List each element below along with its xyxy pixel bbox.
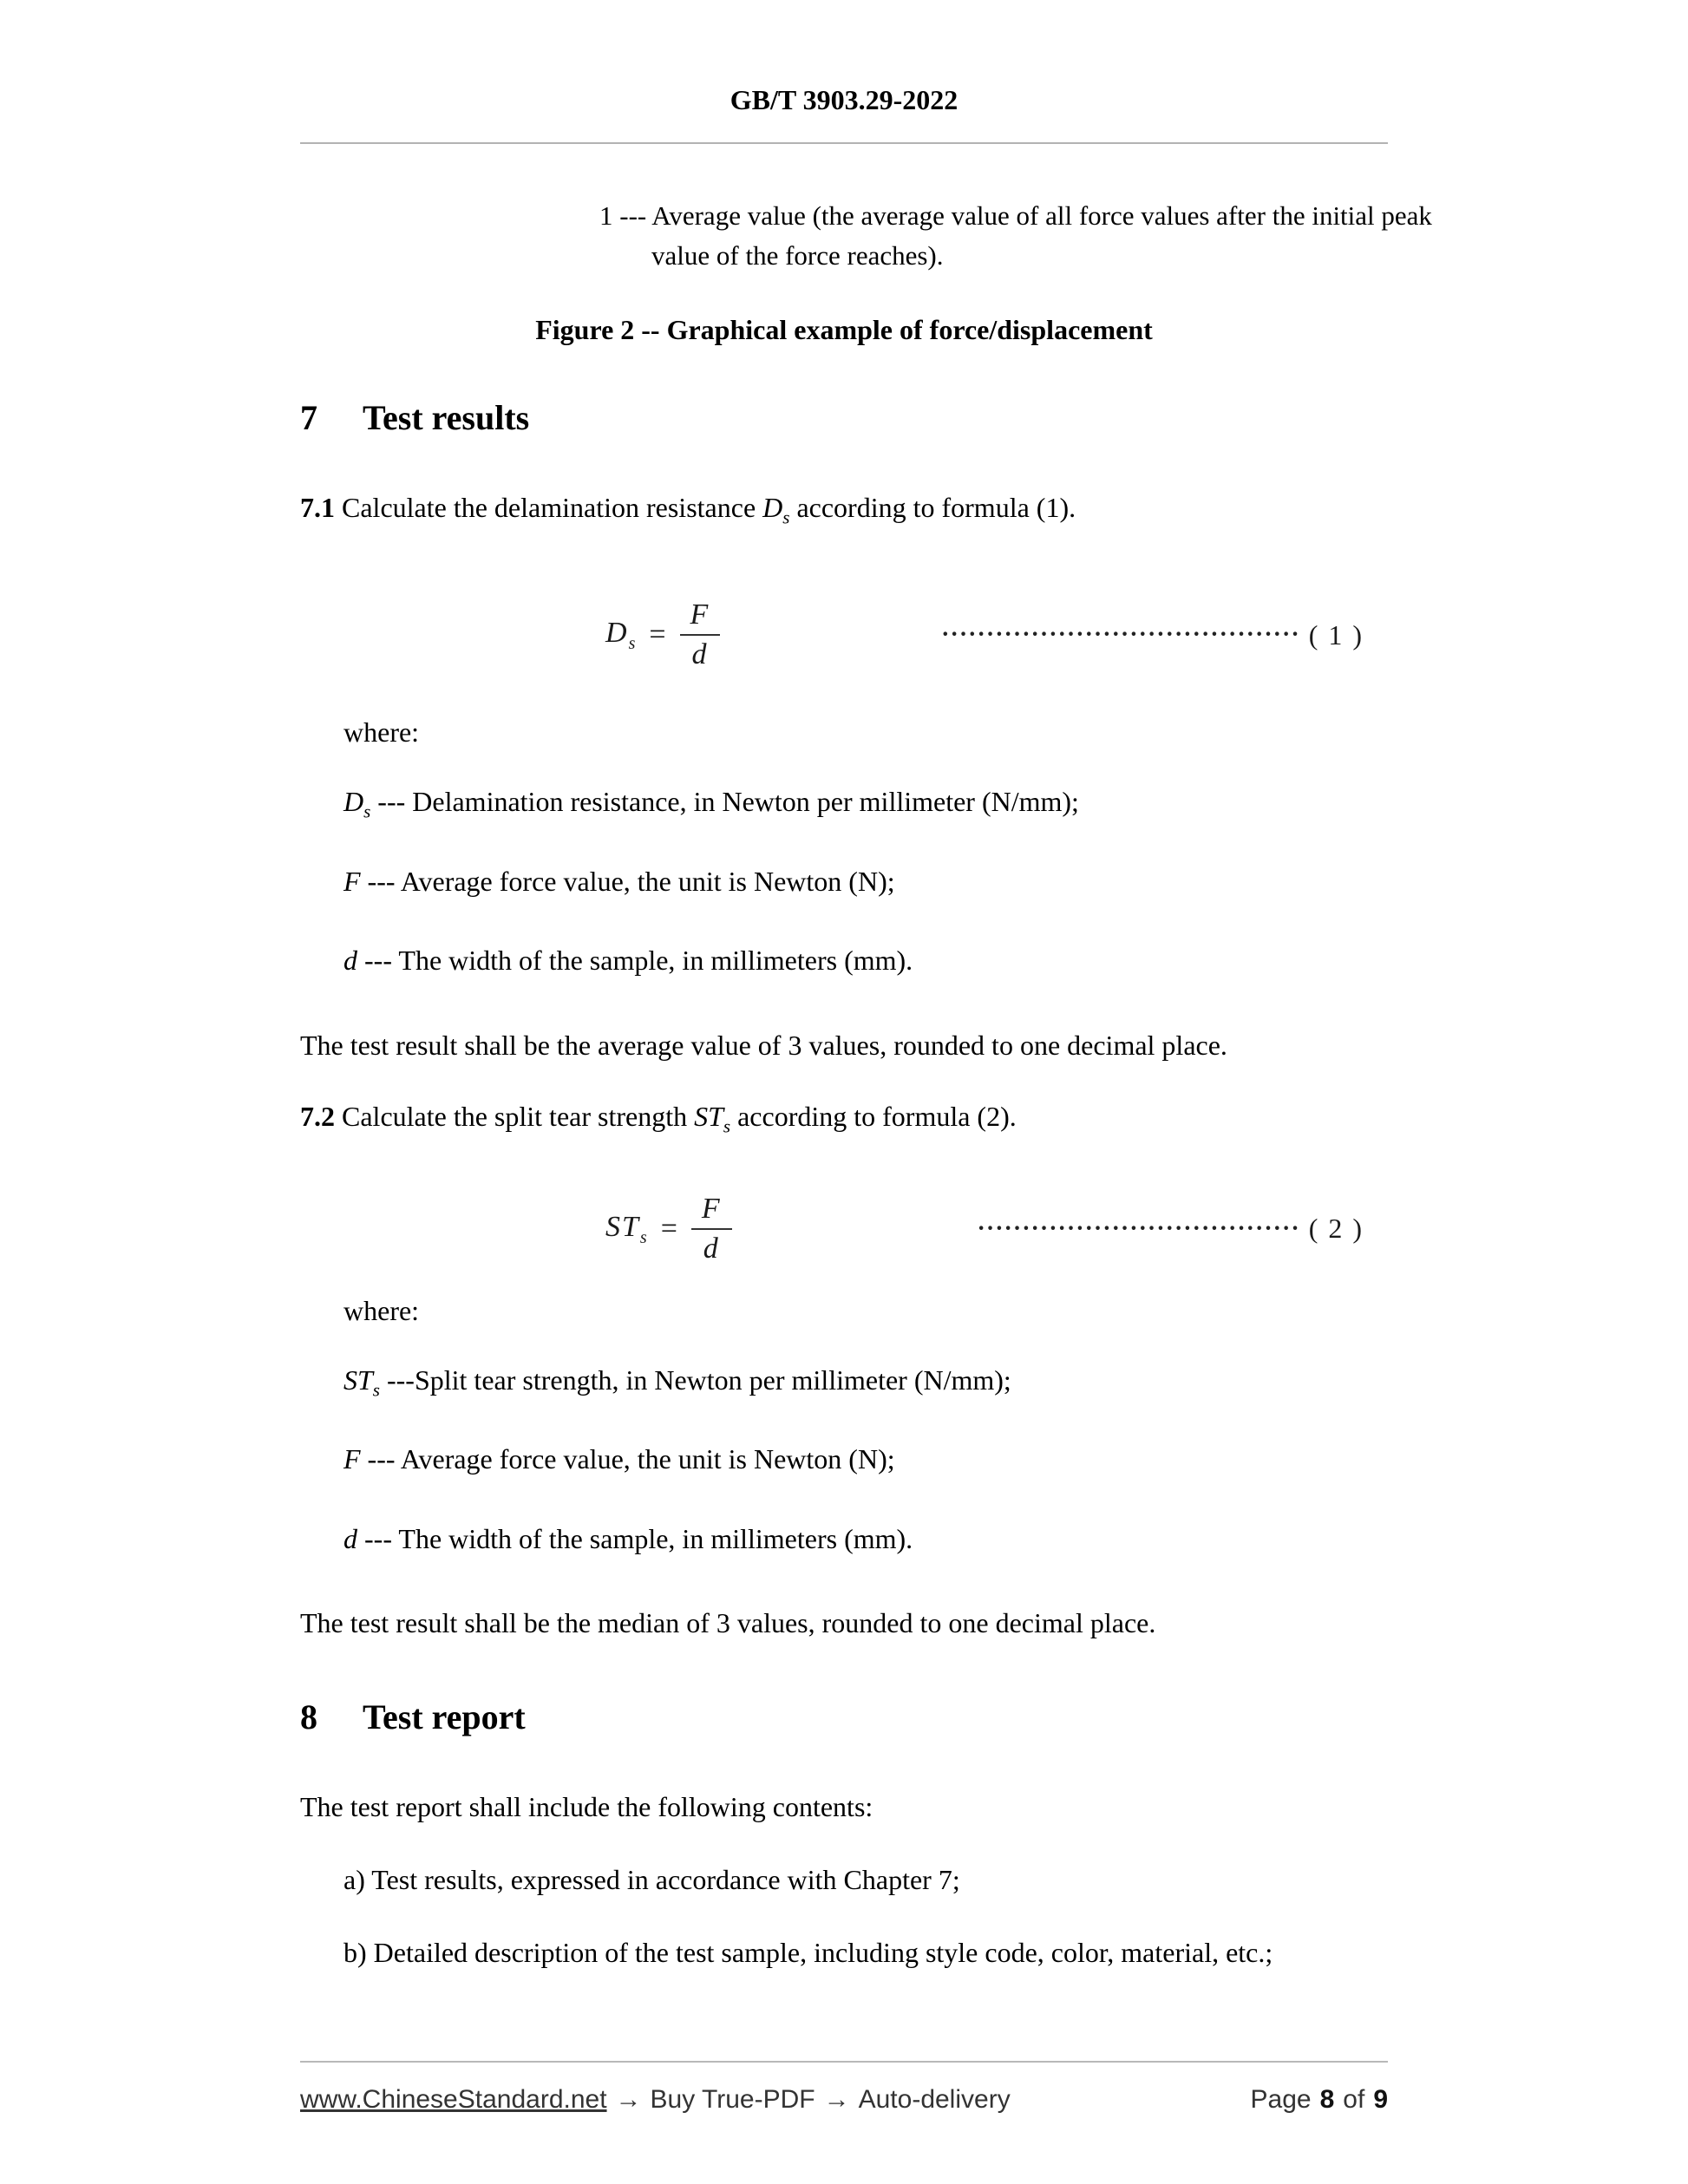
figure-caption: Figure 2 -- Graphical example of force/displacement bbox=[535, 314, 1153, 345]
formula-2-numerator: F bbox=[701, 1192, 722, 1225]
variable-STs: ST bbox=[694, 1100, 723, 1132]
header-divider bbox=[300, 142, 1388, 144]
section-8-title: Test report bbox=[363, 1697, 526, 1737]
total-page-number: 9 bbox=[1373, 2085, 1388, 2114]
arrow-right-icon: → bbox=[615, 2085, 642, 2114]
definition-F-1 bbox=[300, 861, 1388, 911]
clause-7-1 bbox=[300, 487, 1388, 537]
section-8-number: 8 bbox=[300, 1697, 317, 1737]
formula-2-fraction bbox=[691, 1193, 732, 1265]
formula-1 bbox=[300, 599, 1388, 670]
definition-F-text: --- Average force value, the unit is Newton (N); bbox=[360, 1443, 895, 1475]
report-item-b: b) Detailed description of the test sample, including style code, color, material, etc.; bbox=[343, 1937, 1273, 1969]
formula-2-lhs-sub: s bbox=[639, 1227, 649, 1247]
section-8-heading bbox=[300, 1697, 1388, 1738]
page-word: Page bbox=[1250, 2085, 1312, 2114]
formula-2-expression bbox=[605, 1193, 732, 1265]
definition-d-text: --- The width of the sample, in millimeters (mm). bbox=[357, 1522, 913, 1554]
clause-7-1-text: Calculate the delamination resistance bbox=[335, 492, 763, 523]
formula-1-denominator: d bbox=[691, 638, 709, 671]
buy-truepdf-label: Buy True-PDF bbox=[650, 2085, 815, 2114]
footer-links bbox=[300, 2085, 1011, 2115]
section-7-heading bbox=[300, 397, 1388, 439]
page-footer bbox=[300, 2061, 1388, 2115]
variable-Ds: D bbox=[762, 492, 783, 523]
definition-d-var: d bbox=[343, 945, 357, 977]
section-7-title: Test results bbox=[363, 398, 530, 437]
definition-d-2 bbox=[300, 1519, 1388, 1568]
page-number-indicator bbox=[1251, 2085, 1388, 2115]
figure-note-line1: 1 --- Average value (the average value of all force values after the initial peak bbox=[599, 200, 1432, 231]
definition-STs bbox=[300, 1360, 1388, 1409]
figure-note-line2: value of the force reaches). bbox=[651, 240, 944, 271]
section-7-number: 7 bbox=[300, 398, 317, 437]
formula-1-dot-leader: ········································ bbox=[941, 621, 1300, 649]
definition-d-1 bbox=[300, 940, 1388, 990]
definition-STs-var: ST bbox=[343, 1363, 373, 1396]
header-standard-number: GB/T 3903.29-2022 bbox=[730, 84, 958, 115]
equals-sign: = bbox=[649, 618, 668, 651]
report-item-a: a) Test results, expressed in accordance with Chapter 7; bbox=[343, 1864, 960, 1896]
chinesestandard-link[interactable]: www.ChineseStandard.net bbox=[300, 2085, 607, 2114]
definition-Ds-var: D bbox=[343, 786, 364, 818]
definition-F-text: --- Average force value, the unit is Newton (N); bbox=[360, 865, 895, 897]
definition-Ds-sub: s bbox=[363, 801, 371, 822]
figure-note bbox=[300, 196, 1432, 276]
clause-7-2-text: Calculate the split tear strength bbox=[335, 1100, 695, 1132]
variable-STs-sub: s bbox=[723, 1115, 731, 1136]
formula-1-reference bbox=[941, 619, 1388, 651]
definition-d-var: d bbox=[343, 1522, 357, 1554]
arrow-right-icon: → bbox=[823, 2085, 850, 2114]
clause-7-2-label: 7.2 bbox=[300, 1100, 335, 1132]
equals-sign: = bbox=[660, 1212, 679, 1245]
formula-1-fraction bbox=[680, 599, 721, 670]
formula-1-expression bbox=[605, 599, 720, 670]
current-page-number: 8 bbox=[1319, 2085, 1335, 2114]
footer-divider bbox=[300, 2061, 1388, 2063]
definition-F-2 bbox=[300, 1439, 1388, 1488]
definition-d-text: --- The width of the sample, in millimeters (mm). bbox=[357, 945, 913, 977]
definition-F-var: F bbox=[343, 1443, 361, 1475]
result-note-2: The test result shall be the median of 3 values, rounded to one decimal place. bbox=[300, 1607, 1156, 1639]
definition-STs-sub: s bbox=[372, 1379, 380, 1401]
formula-1-number: ( 1 ) bbox=[1308, 618, 1364, 651]
definition-F-var: F bbox=[343, 865, 361, 897]
formula-2-denominator: d bbox=[703, 1232, 720, 1265]
report-intro: The test report shall include the following contents: bbox=[300, 1791, 873, 1823]
clause-7-2 bbox=[300, 1096, 1388, 1146]
formula-2 bbox=[300, 1193, 1388, 1265]
formula-2-lhs bbox=[605, 1211, 649, 1248]
definition-Ds-text: --- Delamination resistance, in Newton per millimeter (N/mm); bbox=[370, 786, 1079, 818]
clause-7-2-text-after: according to formula (2). bbox=[730, 1100, 1017, 1132]
definition-Ds bbox=[300, 781, 1388, 831]
formula-1-lhs bbox=[605, 617, 637, 654]
clause-7-1-text-after: according to formula (1). bbox=[789, 492, 1076, 523]
formula-2-number: ( 2 ) bbox=[1308, 1213, 1364, 1245]
formula-2-reference bbox=[978, 1213, 1388, 1245]
where-label-1: where: bbox=[343, 716, 420, 749]
auto-delivery-label: Auto-delivery bbox=[858, 2085, 1011, 2114]
result-note-1: The test result shall be the average value of 3 values, rounded to one decimal place. bbox=[300, 1029, 1227, 1061]
formula-2-lhs-var: ST bbox=[605, 1210, 640, 1243]
clause-7-1-label: 7.1 bbox=[300, 492, 335, 523]
formula-1-numerator: F bbox=[690, 598, 710, 631]
of-word: of bbox=[1343, 2085, 1365, 2114]
definition-STs-text: ---Split tear strength, in Newton per millimeter (N/mm); bbox=[379, 1363, 1011, 1396]
formula-1-lhs-sub: s bbox=[628, 633, 638, 653]
where-label-2: where: bbox=[343, 1294, 420, 1326]
variable-Ds-sub: s bbox=[782, 507, 790, 528]
formula-1-lhs-var: D bbox=[605, 616, 629, 649]
formula-2-dot-leader: ···································· bbox=[977, 1214, 1300, 1242]
